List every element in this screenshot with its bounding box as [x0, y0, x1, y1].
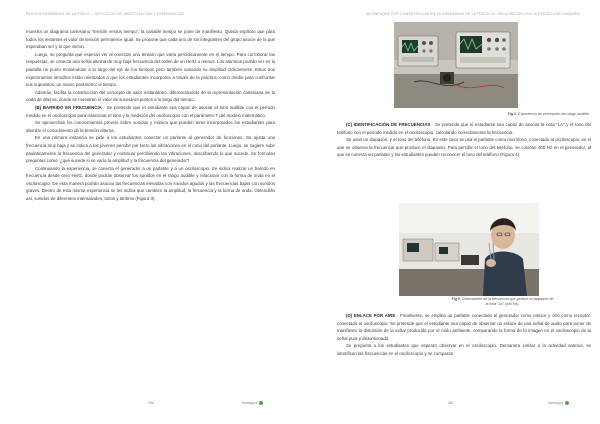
- left-text-column: [26, 28, 275, 203]
- right-page: [300, 0, 600, 424]
- right-footer-brand: [548, 401, 569, 405]
- paragraph: Además, facilita la construcción del concepto de valor instantáneo, diferenciándolo de la representación cartesiana de la onda de alterna, donde se muestran el valor de sucesivos puntos a lo largo del tiempo.: [26, 89, 275, 103]
- footer-brand-text: hallazgos: [548, 401, 564, 405]
- left-running-head: REVISTA ENSEÑANZA DE LA FÍSICA — ARTÍCULOS DE INVESTIGACIÓN Y EXPERIENCIAS: [26, 12, 184, 16]
- figure-6-label: Fig 6.: [451, 297, 462, 301]
- figure-2-caption-text: Experiencia de percepción del rango audible.: [517, 112, 590, 116]
- figure-2-oscilloscope-photo: [394, 22, 518, 108]
- left-footer-brand: [242, 401, 263, 405]
- right-running-head: UN ENFOQUE POR COMPETENCIAS EN LA ENSEÑANZA DE LA FÍSICA: EL OSCILOSCOPIO EN LA ESCUELA SECUNDARIA: [365, 12, 580, 16]
- section-c-text: · Se pretende que el estudiante sea capaz de asociar la nota “LA” y el tono del teléfono con el período medido en el osciloscopio, calculando correctamente la frecuencia.: [337, 122, 592, 135]
- paragraph: Se usan un diapasón, y el tono del teléfono. En este caso se usa el parlante como micrófono, conectado al osciloscopio, en el que se observa la frecuencia que produce el diapasón. Para percibir el tono del teléfono, se colocan 400 Hz en el generador, al que se conecta un parlante y los estudiantes pueden reconocer el tono del teléfono (Figura 4).: [337, 137, 591, 158]
- right-text-column-b: [337, 312, 591, 358]
- figure-6-caption: [450, 297, 555, 307]
- right-text-column-a: [337, 121, 591, 159]
- section-d-paragraph: [337, 312, 591, 342]
- student-tuning-fork-illustration: [399, 203, 539, 296]
- brand-dot-icon: [565, 401, 569, 405]
- oscilloscope-lab-illustration: [394, 22, 518, 108]
- section-c-paragraph: [337, 121, 591, 136]
- section-b-paragraph: [26, 104, 275, 119]
- figure-6-student-photo: [399, 203, 539, 296]
- footer-brand-text: hallazgos: [242, 401, 258, 405]
- paragraph: En una primera instancia se pide a los estudiantes conectar un parlante al generador de funciones. Se ajusta una frecuencia muy baja y se indica a los jóvenes percibir por tacto las vibraciones en el cono del parlante. Luego, se sugiere subir paulatinamente la frecuencia del generador y continuar percibiendo las vibraciones, describiendo lo que sucede. Se formulan preguntas como: ¿qué sucede si se varía la amplitud y la frecuencia del generador?: [26, 135, 275, 164]
- left-page-number: 386: [148, 401, 154, 405]
- figure-6-caption-text: Observación de la frecuencia que genera un diapasón de la nota “La” (440 Hz).: [461, 297, 554, 306]
- paragraph: muestra un diagrama cartesiano “tensión versus tiempo”, la variable tiempo se pone de manifiesto. Queda explícito que para todos los instantes el valor de tensión permanece igual. Se propone que cada uno de los integrantes del grupo asocie de lo que esperaban ver y lo que vieron.: [26, 29, 275, 50]
- section-b-text: · Se pretende que el estudiante sea capaz de asociar el tono audible con el período medido en el osciloscopio para relacionar el tono y la medición del osciloscopio con el parámetro T del modelo matemático.: [26, 104, 275, 118]
- section-d-title: (D) ENLACE POR AIRE: [346, 313, 396, 318]
- figure-2-caption: [450, 112, 590, 117]
- paragraph: Luego, se pregunta qué esperan ver al conectar una tensión que varía periódicamente en el tiempo. Para corroborar las respuestas, se conecta una señal alterna de muy baja frecuencia del orden de un Hertz o menos. Los alumnos podrán ver en la pantalla un punto moviéndose a lo largo del eje de los tiempos pero también variando su amplitud cíclicamente. Estos dos experimentos sencillos están orientados a que los estudiantes incorporen a través de la práctica, como medio para confrontar sus supuestos, un nuevo parámetro: el tiempo.: [26, 51, 275, 88]
- paragraph: Se aprovechan los conocimientos previos sobre sonidos y música que pueden tener incorporados los estudiantes para abordar el conocimiento de la tensión alterna.: [26, 120, 275, 133]
- figure-2-label: Fig 2.: [507, 112, 518, 116]
- paragraph: Continuando la experiencia, se conecta el generador a un parlante y a un osciloscopio. Se indica realizar un barrido en frecuencia desde cero Hertz, donde podrán observar los sonidos en el rango audible y relacionar con la forma de onda en el osciloscopio. De esta manera podrán asociar las frecuencias elevadas con sonidos agudos y las frecuencias bajas con sonidos graves. Dentro de esta misma experiencia se les indica que cambien la amplitud, la frecuencia y la forma de onda. Obtendrán así, sonidos de diferentes intensidades, tonos y timbres (Figura 3).: [26, 165, 275, 202]
- section-d-text: · Finalmente, se emplea un parlante conectado al generador como emisor y otro como receptor, conectado al osciloscopio. Se pretende que el estudiante sea capaz de observar un enlace de una señal de audio para poner de manifiesto la distorsión de la señal producida por el ruido ambiente, comparando la forma de la imagen en el osciloscopio de la señal pura y distorsionada.: [337, 313, 591, 341]
- brand-dot-icon: [259, 401, 263, 405]
- section-b-title: (B) BARRIDO EN FRECUENCIA: [35, 104, 102, 110]
- section-c-title: (C) IDENTIFICACIÓN DE FRECUENCIAS: [346, 122, 431, 127]
- paragraph: Se pregunta a los estudiantes que esperan observar en el osciloscopio. Demanera similar a la actividad anterior, se identifican las frecuencias en el osciloscopio y se comparan: [337, 343, 591, 356]
- right-page-number: 387: [448, 401, 454, 405]
